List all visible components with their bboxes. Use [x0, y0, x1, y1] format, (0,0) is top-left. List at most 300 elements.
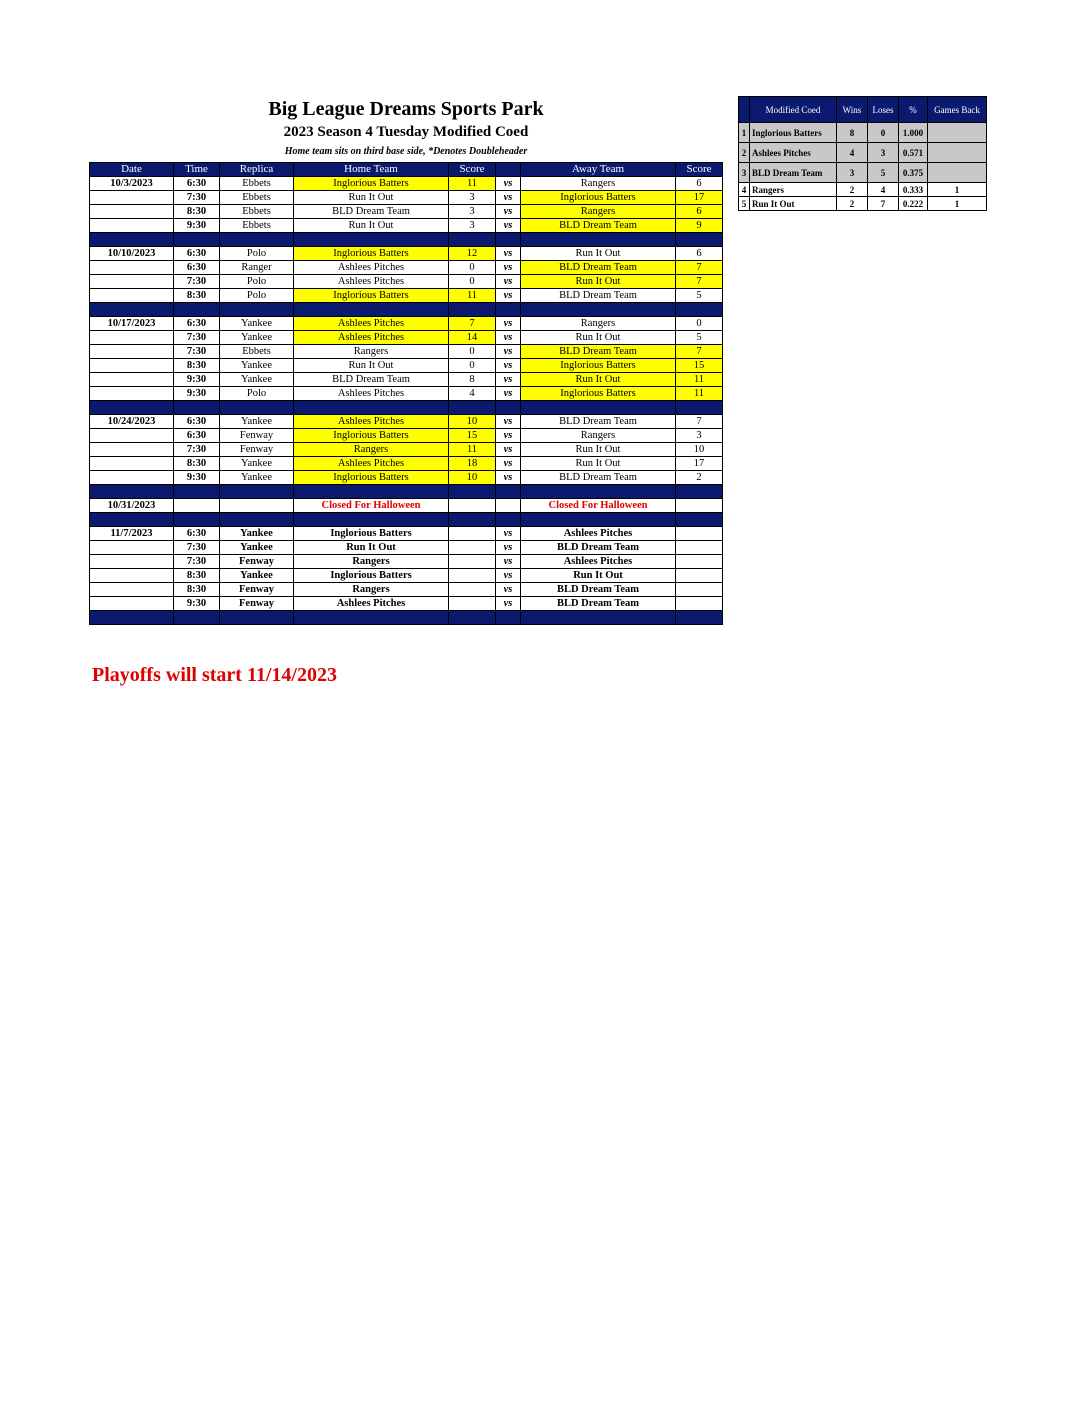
home-score: 11: [449, 177, 496, 191]
home-team: Ashlees Pitches: [294, 317, 449, 331]
team-pct: 0.222: [899, 197, 928, 211]
game-replica-field: Yankee: [220, 471, 294, 485]
team-games-back: [928, 143, 987, 163]
away-score: 9: [676, 219, 723, 233]
away-team: Ashlees Pitches: [521, 527, 676, 541]
home-score: [449, 597, 496, 611]
game-time: 6:30: [174, 247, 220, 261]
game-replica-field: Polo: [220, 289, 294, 303]
separator-cell: [220, 233, 294, 247]
game-replica-field: Fenway: [220, 583, 294, 597]
away-team: BLD Dream Team: [521, 289, 676, 303]
game-replica-field: Yankee: [220, 457, 294, 471]
game-time: 9:30: [174, 597, 220, 611]
game-time: 6:30: [174, 429, 220, 443]
home-team: Run It Out: [294, 541, 449, 555]
week-separator-row: [90, 485, 723, 499]
separator-cell: [174, 611, 220, 625]
away-score: 17: [676, 457, 723, 471]
game-time: 6:30: [174, 317, 220, 331]
home-team: Rangers: [294, 583, 449, 597]
game-date: [90, 331, 174, 345]
game-date: [90, 219, 174, 233]
standings-row: [739, 143, 987, 163]
team-pct: 0.333: [899, 183, 928, 197]
vs-label: vs: [496, 527, 521, 541]
away-score: 0: [676, 317, 723, 331]
vs-label: vs: [496, 443, 521, 457]
separator-cell: [496, 485, 521, 499]
game-date: 10/31/2023: [90, 499, 174, 513]
game-date: [90, 471, 174, 485]
team-loses: 4: [868, 183, 899, 197]
week-separator-row: [90, 611, 723, 625]
vs-label: vs: [496, 331, 521, 345]
away-team: Run It Out: [521, 457, 676, 471]
team-wins: 2: [837, 197, 868, 211]
away-score: 17: [676, 191, 723, 205]
home-score: 4: [449, 387, 496, 401]
game-time: 9:30: [174, 373, 220, 387]
game-row: [90, 583, 723, 597]
game-replica-field: Polo: [220, 247, 294, 261]
home-team: Inglorious Batters: [294, 527, 449, 541]
team-games-back: [928, 163, 987, 183]
game-date: [90, 345, 174, 359]
vs-label: vs: [496, 583, 521, 597]
game-time: 7:30: [174, 345, 220, 359]
separator-cell: [174, 513, 220, 527]
separator-cell: [676, 611, 723, 625]
away-score: 7: [676, 275, 723, 289]
separator-cell: [174, 485, 220, 499]
separator-cell: [449, 485, 496, 499]
game-time: [174, 499, 220, 513]
game-replica-field: [220, 499, 294, 513]
game-time: 9:30: [174, 387, 220, 401]
game-replica-field: Polo: [220, 387, 294, 401]
away-team: Inglorious Batters: [521, 387, 676, 401]
home-score: 11: [449, 289, 496, 303]
game-time: 8:30: [174, 205, 220, 219]
separator-cell: [220, 303, 294, 317]
home-team: Run It Out: [294, 191, 449, 205]
game-row: [90, 359, 723, 373]
home-score: 10: [449, 471, 496, 485]
game-replica-field: Ebbets: [220, 177, 294, 191]
vs-label: vs: [496, 317, 521, 331]
standings-header-wins: Wins: [837, 97, 868, 123]
game-time: 6:30: [174, 177, 220, 191]
away-score: [676, 597, 723, 611]
game-date: 10/3/2023: [90, 177, 174, 191]
home-score: [449, 583, 496, 597]
game-row: [90, 555, 723, 569]
separator-cell: [90, 401, 174, 415]
game-replica-field: Ebbets: [220, 205, 294, 219]
game-replica-field: Fenway: [220, 555, 294, 569]
game-row: [90, 415, 723, 429]
home-team: Run It Out: [294, 359, 449, 373]
separator-cell: [496, 233, 521, 247]
game-replica-field: Yankee: [220, 317, 294, 331]
game-row: [90, 541, 723, 555]
week-separator-row: [90, 303, 723, 317]
separator-cell: [174, 401, 220, 415]
game-row: [90, 219, 723, 233]
separator-cell: [294, 401, 449, 415]
separator-cell: [294, 513, 449, 527]
game-row: [90, 387, 723, 401]
separator-cell: [220, 401, 294, 415]
vs-label: vs: [496, 177, 521, 191]
vs-label: [496, 499, 521, 513]
away-score: 10: [676, 443, 723, 457]
separator-cell: [521, 233, 676, 247]
home-team: Ashlees Pitches: [294, 597, 449, 611]
game-time: 7:30: [174, 331, 220, 345]
col-header-time: Time: [174, 163, 220, 177]
vs-label: vs: [496, 191, 521, 205]
home-team: Rangers: [294, 345, 449, 359]
away-team: Run It Out: [521, 331, 676, 345]
home-team: Closed For Halloween: [294, 499, 449, 513]
game-row: [90, 177, 723, 191]
vs-label: vs: [496, 597, 521, 611]
col-header-home-team: Home Team: [294, 163, 449, 177]
game-replica-field: Ebbets: [220, 345, 294, 359]
game-row: [90, 471, 723, 485]
team-loses: 5: [868, 163, 899, 183]
vs-label: vs: [496, 359, 521, 373]
game-date: [90, 443, 174, 457]
vs-label: vs: [496, 205, 521, 219]
separator-cell: [521, 303, 676, 317]
team-wins: 8: [837, 123, 868, 143]
game-replica-field: Yankee: [220, 331, 294, 345]
home-team: Ashlees Pitches: [294, 275, 449, 289]
game-row: [90, 289, 723, 303]
game-row: [90, 205, 723, 219]
vs-label: vs: [496, 471, 521, 485]
separator-cell: [90, 233, 174, 247]
game-replica-field: Yankee: [220, 527, 294, 541]
away-score: [676, 555, 723, 569]
game-row: [90, 597, 723, 611]
home-score: 8: [449, 373, 496, 387]
game-time: 8:30: [174, 457, 220, 471]
standings-header-rank: [739, 97, 750, 123]
away-score: 2: [676, 471, 723, 485]
separator-cell: [496, 401, 521, 415]
home-team: Ashlees Pitches: [294, 331, 449, 345]
away-team: BLD Dream Team: [521, 597, 676, 611]
vs-label: vs: [496, 275, 521, 289]
page-subtitle: 2023 Season 4 Tuesday Modified Coed: [283, 124, 529, 140]
vs-label: vs: [496, 429, 521, 443]
home-team: Run It Out: [294, 219, 449, 233]
vs-label: vs: [496, 415, 521, 429]
game-row: [90, 373, 723, 387]
home-team: Rangers: [294, 555, 449, 569]
col-header-away-team: Away Team: [521, 163, 676, 177]
game-date: [90, 373, 174, 387]
separator-cell: [521, 485, 676, 499]
game-replica-field: Fenway: [220, 443, 294, 457]
away-team: Inglorious Batters: [521, 359, 676, 373]
away-team: BLD Dream Team: [521, 261, 676, 275]
away-score: 7: [676, 415, 723, 429]
game-date: [90, 205, 174, 219]
game-time: 8:30: [174, 359, 220, 373]
home-score: 0: [449, 359, 496, 373]
away-team: BLD Dream Team: [521, 219, 676, 233]
home-team: Ashlees Pitches: [294, 387, 449, 401]
home-team: Inglorious Batters: [294, 177, 449, 191]
team-rank: 5: [739, 197, 750, 211]
away-score: 6: [676, 247, 723, 261]
vs-label: vs: [496, 541, 521, 555]
home-score: 12: [449, 247, 496, 261]
home-team: BLD Dream Team: [294, 205, 449, 219]
team-wins: 4: [837, 143, 868, 163]
game-time: 8:30: [174, 583, 220, 597]
game-time: 8:30: [174, 569, 220, 583]
away-score: [676, 583, 723, 597]
away-score: [676, 499, 723, 513]
home-score: 18: [449, 457, 496, 471]
game-date: [90, 289, 174, 303]
standings-row: [739, 163, 987, 183]
page-note: Home team sits on third base side, *Denotes Doubleheader: [284, 146, 528, 157]
home-team: Ashlees Pitches: [294, 261, 449, 275]
away-score: [676, 569, 723, 583]
game-date: [90, 261, 174, 275]
team-wins: 2: [837, 183, 868, 197]
game-replica-field: Ranger: [220, 261, 294, 275]
separator-cell: [220, 611, 294, 625]
separator-cell: [521, 513, 676, 527]
game-time: 9:30: [174, 471, 220, 485]
away-score: 15: [676, 359, 723, 373]
home-score: [449, 541, 496, 555]
away-team: Run It Out: [521, 569, 676, 583]
away-score: 5: [676, 331, 723, 345]
team-name: Ashlees Pitches: [750, 143, 837, 163]
game-date: [90, 191, 174, 205]
team-pct: 0.571: [899, 143, 928, 163]
game-date: 10/10/2023: [90, 247, 174, 261]
away-team: Closed For Halloween: [521, 499, 676, 513]
week-separator-row: [90, 401, 723, 415]
home-score: [449, 569, 496, 583]
game-time: 6:30: [174, 415, 220, 429]
home-score: [449, 527, 496, 541]
page-title: Big League Dreams Sports Park: [268, 98, 544, 120]
separator-cell: [90, 513, 174, 527]
separator-cell: [449, 303, 496, 317]
separator-cell: [90, 611, 174, 625]
home-score: 14: [449, 331, 496, 345]
home-team: Ashlees Pitches: [294, 457, 449, 471]
vs-label: vs: [496, 457, 521, 471]
game-row: [90, 317, 723, 331]
game-date: 11/7/2023: [90, 527, 174, 541]
standings-row: [739, 183, 987, 197]
separator-cell: [220, 485, 294, 499]
game-time: 7:30: [174, 191, 220, 205]
home-team: Inglorious Batters: [294, 289, 449, 303]
standings-row: [739, 197, 987, 211]
team-games-back: 1: [928, 183, 987, 197]
game-replica-field: Fenway: [220, 429, 294, 443]
team-games-back: [928, 123, 987, 143]
game-date: [90, 541, 174, 555]
game-row: [90, 569, 723, 583]
separator-cell: [449, 233, 496, 247]
team-pct: 0.375: [899, 163, 928, 183]
game-replica-field: Ebbets: [220, 219, 294, 233]
col-header-date: Date: [90, 163, 174, 177]
away-team: Rangers: [521, 177, 676, 191]
vs-label: vs: [496, 387, 521, 401]
away-team: Rangers: [521, 317, 676, 331]
game-row: [90, 275, 723, 289]
separator-cell: [449, 401, 496, 415]
game-row: [90, 191, 723, 205]
game-date: [90, 583, 174, 597]
team-rank: 2: [739, 143, 750, 163]
game-date: [90, 275, 174, 289]
separator-cell: [521, 401, 676, 415]
home-score: 15: [449, 429, 496, 443]
game-time: 9:30: [174, 219, 220, 233]
game-row: [90, 527, 723, 541]
home-score: [449, 499, 496, 513]
home-score: 3: [449, 191, 496, 205]
home-score: 10: [449, 415, 496, 429]
away-team: Run It Out: [521, 275, 676, 289]
schedule-table: [89, 162, 723, 625]
home-team: BLD Dream Team: [294, 373, 449, 387]
separator-cell: [90, 485, 174, 499]
game-replica-field: Yankee: [220, 415, 294, 429]
game-date: [90, 597, 174, 611]
separator-cell: [496, 303, 521, 317]
separator-cell: [496, 611, 521, 625]
team-wins: 3: [837, 163, 868, 183]
away-score: 7: [676, 261, 723, 275]
team-loses: 3: [868, 143, 899, 163]
team-pct: 1.000: [899, 123, 928, 143]
separator-cell: [294, 233, 449, 247]
separator-cell: [676, 303, 723, 317]
away-team: BLD Dream Team: [521, 583, 676, 597]
game-time: 6:30: [174, 261, 220, 275]
home-team: Inglorious Batters: [294, 247, 449, 261]
away-score: [676, 541, 723, 555]
game-replica-field: Yankee: [220, 569, 294, 583]
game-replica-field: Yankee: [220, 541, 294, 555]
game-date: [90, 429, 174, 443]
home-score: 11: [449, 443, 496, 457]
game-date: [90, 457, 174, 471]
home-score: 3: [449, 219, 496, 233]
away-team: Run It Out: [521, 443, 676, 457]
separator-cell: [449, 611, 496, 625]
game-replica-field: Polo: [220, 275, 294, 289]
away-score: 7: [676, 345, 723, 359]
game-time: 7:30: [174, 555, 220, 569]
game-time: 8:30: [174, 289, 220, 303]
home-score: 7: [449, 317, 496, 331]
home-team: Inglorious Batters: [294, 471, 449, 485]
home-score: 0: [449, 345, 496, 359]
standings-row: [739, 123, 987, 143]
game-row: [90, 499, 723, 513]
game-time: 6:30: [174, 527, 220, 541]
away-score: [676, 527, 723, 541]
away-score: 11: [676, 387, 723, 401]
home-team: Rangers: [294, 443, 449, 457]
game-row: [90, 331, 723, 345]
team-loses: 0: [868, 123, 899, 143]
away-team: Run It Out: [521, 373, 676, 387]
separator-cell: [496, 513, 521, 527]
away-team: Rangers: [521, 205, 676, 219]
away-team: BLD Dream Team: [521, 345, 676, 359]
team-name: Rangers: [750, 183, 837, 197]
vs-label: vs: [496, 555, 521, 569]
away-team: BLD Dream Team: [521, 471, 676, 485]
separator-cell: [676, 485, 723, 499]
col-header-home-score: Score: [449, 163, 496, 177]
separator-cell: [294, 611, 449, 625]
game-replica-field: Yankee: [220, 359, 294, 373]
vs-label: vs: [496, 373, 521, 387]
separator-cell: [220, 513, 294, 527]
home-team: Inglorious Batters: [294, 429, 449, 443]
game-date: [90, 569, 174, 583]
game-date: 10/24/2023: [90, 415, 174, 429]
separator-cell: [294, 485, 449, 499]
standings-table: [738, 96, 987, 211]
team-name: Run It Out: [750, 197, 837, 211]
separator-cell: [521, 611, 676, 625]
away-score: 11: [676, 373, 723, 387]
playoffs-notice: Playoffs will start 11/14/2023: [92, 664, 337, 686]
team-loses: 7: [868, 197, 899, 211]
vs-label: vs: [496, 261, 521, 275]
col-header-away-score: Score: [676, 163, 723, 177]
game-date: [90, 555, 174, 569]
away-team: Ashlees Pitches: [521, 555, 676, 569]
team-rank: 4: [739, 183, 750, 197]
team-name: BLD Dream Team: [750, 163, 837, 183]
away-team: BLD Dream Team: [521, 541, 676, 555]
game-row: [90, 261, 723, 275]
vs-label: vs: [496, 219, 521, 233]
game-replica-field: Ebbets: [220, 191, 294, 205]
vs-label: vs: [496, 289, 521, 303]
home-score: 3: [449, 205, 496, 219]
game-date: [90, 359, 174, 373]
game-row: [90, 457, 723, 471]
standings-header-games-back: Games Back: [928, 97, 987, 123]
vs-label: vs: [496, 569, 521, 583]
game-row: [90, 247, 723, 261]
separator-cell: [676, 233, 723, 247]
